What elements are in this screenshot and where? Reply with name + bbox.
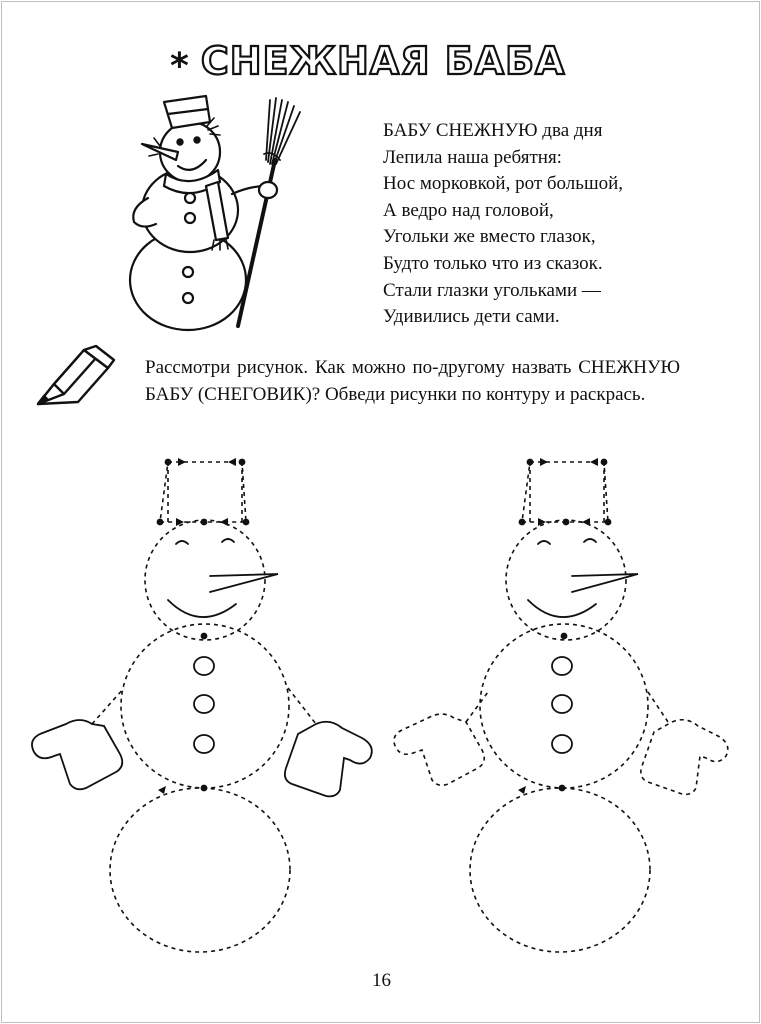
poem-line: Лепила наша ребятня: — [383, 146, 562, 168]
poem — [383, 118, 623, 331]
page-title — [170, 36, 565, 86]
title-star: * — [170, 46, 189, 87]
poem-line: А ведро над головой, — [383, 199, 554, 221]
snowman-tracing-right — [372, 440, 752, 960]
title-text: СНЕЖНАЯ БАБА — [200, 39, 566, 83]
snowman-tracing-left — [0, 440, 380, 960]
poem-line: Нос морковкой, рот большой, — [383, 173, 623, 195]
poem-line: Будто только что из сказок. — [383, 252, 603, 274]
poem-line: Стали глазки угольками — — [383, 279, 601, 301]
snowman-with-broom-illustration — [120, 90, 320, 340]
task-instruction: Рассмотри рисунок. Как можно по-другому назвать СНЕЖНУЮ БАБУ (СНЕГОВИК)? Обведи рисунки по контуру и раскрась. — [145, 357, 680, 405]
poem-line: Угольки же вместо глазок, — [383, 226, 596, 248]
page-number: 16 — [372, 970, 391, 991]
poem-line: Удивились дети сами. — [383, 306, 560, 328]
poem-line: БАБУ СНЕЖНУЮ два дня — [383, 120, 603, 141]
pencil-icon — [34, 344, 120, 410]
